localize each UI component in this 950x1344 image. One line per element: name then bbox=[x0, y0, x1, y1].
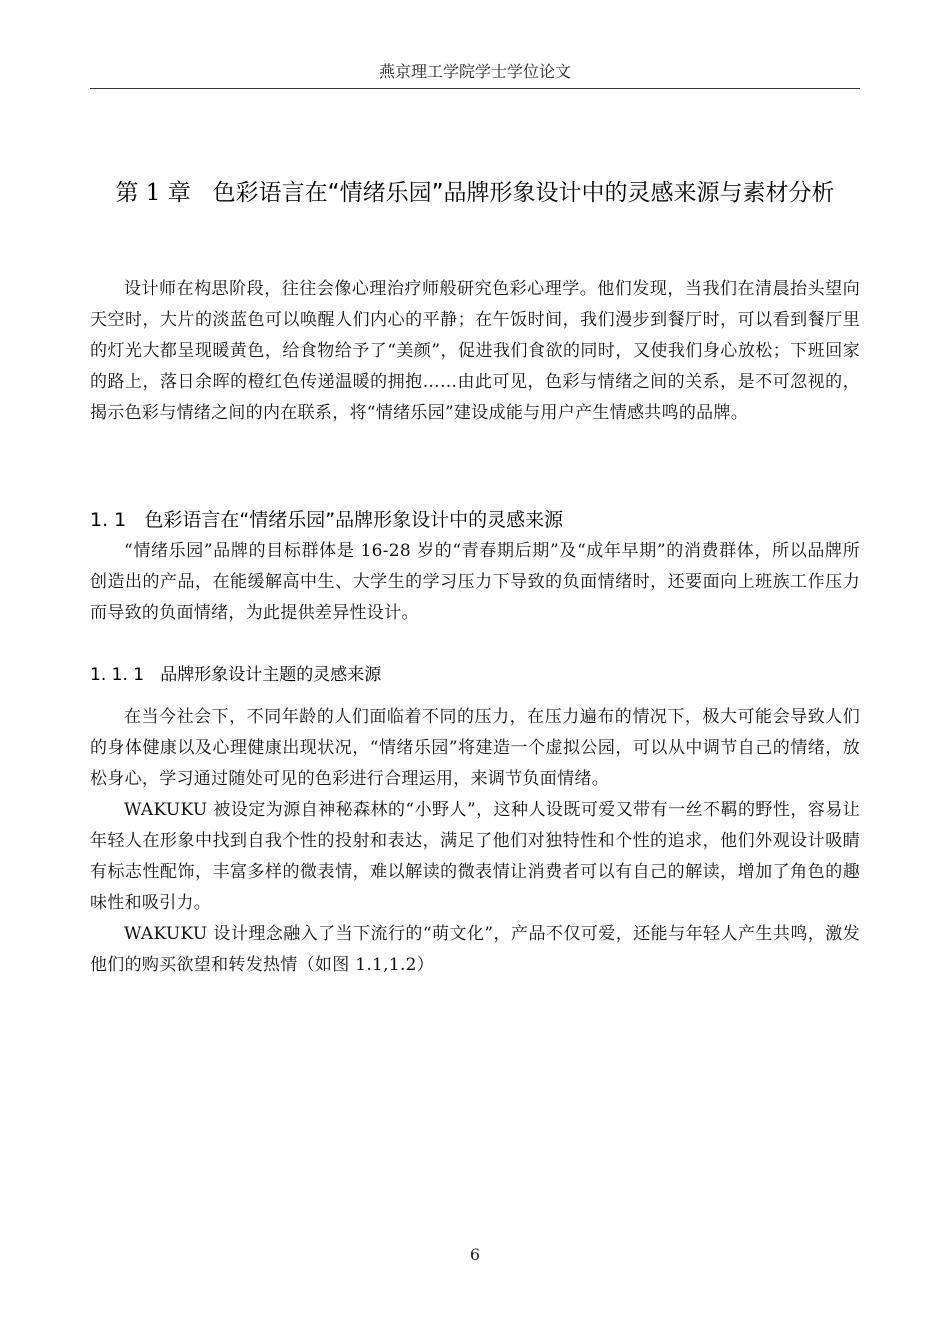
section-paragraph: “情绪乐园”品牌的目标群体是 16-28 岁的“青春期后期”及“成年早期”的消费群体，所以品牌所创造出的产品，在能缓解高中生、大学生的学习压力下导致的负面情绪时，还要面向上班族工作压力而导致的负面情绪，为此提供差异性设计。 bbox=[90, 541, 860, 623]
page-number: 6 bbox=[469, 1245, 481, 1264]
intro-paragraph: 设计师在构思阶段，往往会像心理治疗师般研究色彩心理学。他们发现，当我们在清晨抬头望向天空时，大片的淡蓝色可以唤醒人们内心的平静；在午饭时间，我们漫步到餐厅时，可以看到餐厅里的灯光大都呈现暖黄色，给食物给予了“美颜”，促进我们食欲的同时，又使我们身心放松；下班回家的路上，落日余晖的橙红色传递温暖的拥抱……由此可见，色彩与情绪之间的关系，是不可忽视的，揭示色彩与情绪之间的内在联系，将“情绪乐园”建设成能与用户产生情感共鸣的品牌。 bbox=[90, 279, 860, 423]
running-header: 燕京理工学院学士学位论文 bbox=[90, 62, 860, 89]
chapter-title-text: 色彩语言在“情绪乐园”品牌形象设计中的灵感来源与素材分析 bbox=[212, 180, 835, 206]
section-1-1 bbox=[90, 506, 860, 629]
subsection-paragraph: 在当今社会下，不同年龄的人们面临着不同的压力，在压力遍布的情况下，极大可能会导致人们的身体健康以及心理健康出现状况，“情绪乐园”将建造一个虚拟公园，可以从中调节自己的情绪，放松身心，学习通过随处可见的色彩进行合理运用，来调节负面情绪。 bbox=[90, 707, 860, 789]
subsection-heading bbox=[90, 662, 860, 688]
chapter-title bbox=[105, 176, 845, 210]
subsection-title: 品牌形象设计主题的灵感来源 bbox=[160, 665, 382, 685]
section-1-1-1 bbox=[90, 662, 860, 981]
section-heading bbox=[90, 506, 860, 534]
subsection-number: 1. 1. 1 bbox=[90, 665, 145, 685]
chapter-number: 第 1 章 bbox=[115, 180, 191, 206]
section-number: 1. 1 bbox=[90, 509, 127, 531]
section-title: 色彩语言在“情绪乐园”品牌形象设计中的灵感来源 bbox=[144, 509, 564, 531]
subsection-paragraph: WAKUKU 设计理念融入了当下流行的“萌文化”，产品不仅可爱，还能与年轻人产生共鸣，激发他们的购买欲望和转发热情（如图 1.1,1.2） bbox=[90, 924, 860, 975]
intro-block bbox=[90, 274, 860, 429]
subsection-paragraph: WAKUKU 被设定为源自神秘森林的“小野人”，这种人设既可爱又带有一丝不羁的野性，容易让年轻人在形象中找到自我个性的投射和表达，满足了他们对独特性和个性的追求，他们外观设计吸睛有标志性配饰，丰富多样的微表情，难以解读的微表情让消费者可以有自己的解读，增加了角色的趣味性和吸引力。 bbox=[90, 800, 860, 913]
